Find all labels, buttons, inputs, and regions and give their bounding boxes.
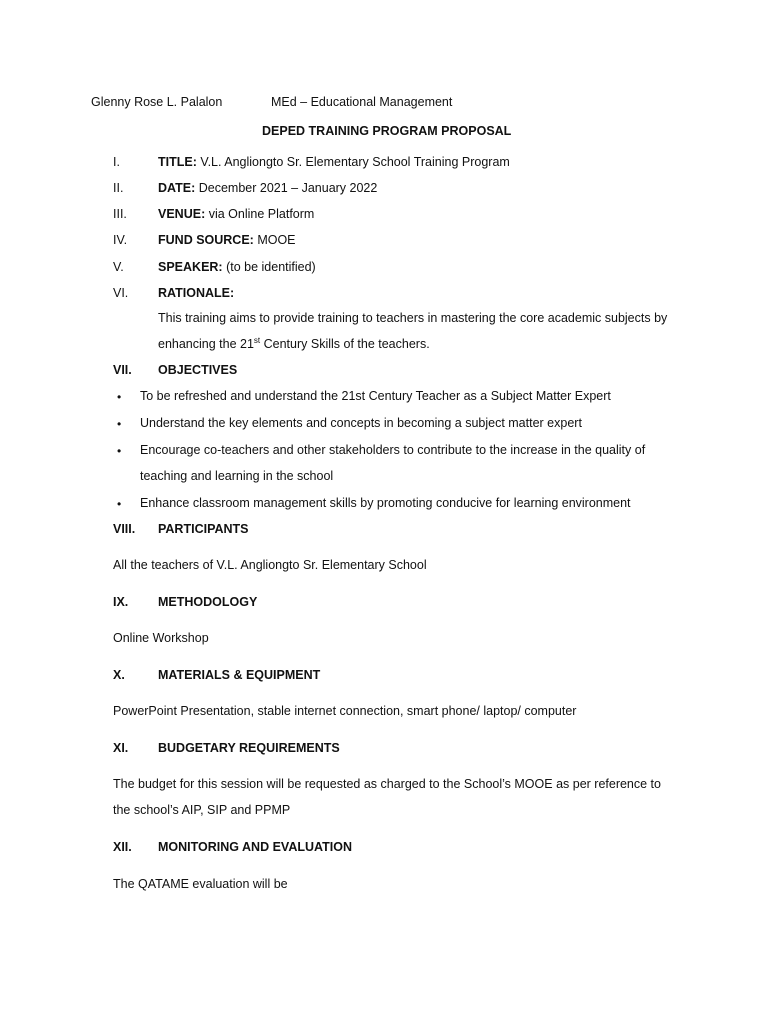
objective-item: Enhance classroom management skills by promoting conducive for learning environment xyxy=(140,496,631,510)
section-numeral: X. xyxy=(113,668,125,682)
degree-program: MEd – Educational Management xyxy=(271,95,453,109)
section-body: The QATAME evaluation will be xyxy=(113,877,288,891)
section-heading: MATERIALS & EQUIPMENT xyxy=(158,668,321,682)
item-numeral: I. xyxy=(113,155,120,169)
objective-item: Encourage co-teachers and other stakeholders to contribute to the increase in the quality of xyxy=(140,443,646,457)
item-label: RATIONALE: xyxy=(158,286,235,300)
item-text xyxy=(158,233,296,247)
item-label: DATE: xyxy=(158,181,196,195)
item-numeral: VI. xyxy=(113,286,129,300)
objective-item: Understand the key elements and concepts in becoming a subject matter expert xyxy=(140,416,582,430)
section-body: Online Workshop xyxy=(113,631,209,645)
section-heading: OBJECTIVES xyxy=(158,363,238,377)
item-numeral: IV. xyxy=(113,233,128,247)
section-heading: BUDGETARY REQUIREMENTS xyxy=(158,741,340,755)
item-numeral: V. xyxy=(113,260,124,274)
item-value: V.L. Angliongto Sr. Elementary School Training Program xyxy=(200,155,510,169)
item-value: (to be identified) xyxy=(226,260,316,274)
section-heading: METHODOLOGY xyxy=(158,595,258,609)
author-name: Glenny Rose L. Palalon xyxy=(91,95,223,109)
item-value: via Online Platform xyxy=(208,207,315,221)
item-label: VENUE: xyxy=(158,207,206,221)
section-heading: PARTICIPANTS xyxy=(158,522,249,536)
rationale-line: This training aims to provide training to teachers in mastering the core academic subjects by xyxy=(158,311,668,325)
item-value: December 2021 – January 2022 xyxy=(198,181,378,195)
bullet-icon: • xyxy=(117,390,122,404)
ordinal-superscript: st xyxy=(253,336,261,345)
section-body: All the teachers of V.L. Angliongto Sr. Elementary School xyxy=(113,558,427,572)
item-text xyxy=(158,207,314,221)
section-numeral: IX. xyxy=(113,595,129,609)
bullet-icon: • xyxy=(117,417,122,431)
section-heading: MONITORING AND EVALUATION xyxy=(158,840,352,854)
item-value: MOOE xyxy=(257,233,296,247)
item-text xyxy=(158,155,510,169)
section-numeral: VII. xyxy=(113,363,132,377)
item-text xyxy=(158,181,377,195)
section-body: The budget for this session will be requested as charged to the School’s MOOE as per reference to xyxy=(113,777,661,791)
item-text xyxy=(158,260,316,274)
section-body: the school’s AIP, SIP and PPMP xyxy=(113,803,291,817)
item-numeral: II. xyxy=(113,181,124,195)
rationale-text: enhancing the 21 xyxy=(158,337,254,351)
section-numeral: VIII. xyxy=(113,522,136,536)
document-title: DEPED TRAINING PROGRAM PROPOSAL xyxy=(262,124,512,138)
section-numeral: XII. xyxy=(113,840,132,854)
bullet-icon: • xyxy=(117,497,122,511)
rationale-line xyxy=(158,337,430,351)
rationale-text: Century Skills of the teachers. xyxy=(260,337,430,351)
objective-item-continuation: teaching and learning in the school xyxy=(140,469,334,483)
item-label: TITLE: xyxy=(158,155,197,169)
item-label: FUND SOURCE: xyxy=(158,233,254,247)
objective-item: To be refreshed and understand the 21st Century Teacher as a Subject Matter Expert xyxy=(140,389,611,403)
section-body: PowerPoint Presentation, stable internet connection, smart phone/ laptop/ computer xyxy=(113,704,577,718)
item-numeral: III. xyxy=(113,207,127,221)
section-numeral: XI. xyxy=(113,741,129,755)
item-label: SPEAKER: xyxy=(158,260,223,274)
bullet-icon: • xyxy=(117,444,122,458)
